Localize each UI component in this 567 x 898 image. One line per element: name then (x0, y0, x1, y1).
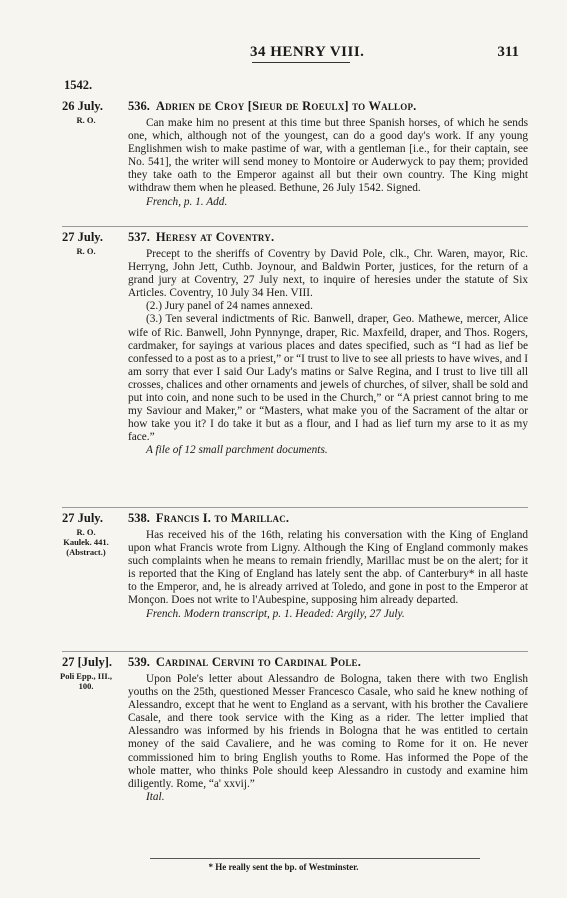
entry-paragraph: Precept to the sheriffs of Coventry by David Pole, clk., Chr. Waren, mayor, Ric. Herryng, John Jett, Cuthb. Joynour, and Baldwin Porter, justices, for the return of a grand jury at Coventry, 27 July next, to inquire of heresies under the statute of Six Articles. Coventry, 10 July 34 Hen. VIII. (128, 248, 528, 300)
entry-separator (62, 507, 528, 508)
entry-body (128, 117, 528, 209)
entry-note: Ital. (146, 790, 165, 803)
running-head-title: 34 HENRY VIII. (250, 44, 365, 60)
entry-paragraph: Can make him no present at this time but three Spanish horses, of which he sends one, which, although not of the youngest, can do a good day's work. If any young Englishmen wish to make pastime of war, with a gentleman [i.e., for their captain, see No. 541], the writer will send money to Montoire or Auderwyck to pay them; provided they take oath to the Emperor against all but their own country. The King might withdraw them when he pleased. Bethune, 26 July 1542. Signed. (128, 117, 528, 195)
entry-title: Cardinal Cervini to Cardinal Pole. (155, 655, 362, 669)
entry-body (128, 673, 528, 804)
entry-number: 537. (128, 230, 150, 244)
entry-title: Heresy at Coventry. (155, 230, 275, 244)
entry-separator (62, 651, 528, 652)
entry-date: 27 [July]. (62, 655, 112, 669)
entry-date: 27 July. (62, 230, 103, 244)
entry-separator (62, 226, 528, 227)
entry-note: A file of 12 small parchment documents. (146, 444, 328, 457)
entry-paragraph: Has received his of the 16th, relating his conversation with the King of England upon what Francis wrote from Ligny. Although the King of England commonly makes such complaints when he means to remain friendly, Marillac must be on the alert; for it is reported that the King of England has lately sent the abp. of Canterbury* in all haste to the Emperor, and, he is already arrived at Toledo, and gone in post to the Emperor at Monçon. Does not write to l'Aubespine, supposing him already departed. (128, 529, 528, 607)
footnote-rule (150, 858, 480, 859)
entry-paragraph: Upon Pole's letter about Alessandro de Bologna, taken there with two English youths on the 25th, questioned Messer Francesco Casale, who said he knew nothing of Alessandro, except that he went to England as a servant, with his brother the Cavaliere Casale, and there took service with the King as a rider. The letter implied that Alessandro was informed by his friends in Bologna that he was entitled to certain money of the said Cavaliere, and he was coming to Rome for it on. He never commissioned him to bring English youths to Rome. Has informed the Pope of the whole matter, who thinks Pole should keep Alessandro in custody and examine him diligently. Rome, “a' xxvij.” (128, 673, 528, 790)
entry-body (128, 248, 528, 458)
entry-note: French. Modern transcript, p. 1. Headed: Argily, 27 July. (146, 607, 405, 620)
entry-source: Poli Epp., III., 100. (60, 671, 112, 691)
entry-date: 26 July. (62, 99, 103, 113)
running-head (0, 44, 567, 64)
entry-number: 536. (128, 99, 150, 113)
page-number: 311 (497, 44, 519, 60)
entry-body (128, 529, 528, 621)
entry-date: 27 July. (62, 511, 103, 525)
entry-title: Adrien de Croy [Sieur de Roeulx] to Wallop. (155, 99, 417, 113)
entry-source: R. O. (76, 246, 96, 256)
running-head-rule (252, 62, 350, 63)
entry-paragraph: (2.) Jury panel of 24 names annexed. (146, 300, 313, 313)
entry-source: R. O. (76, 115, 96, 125)
year-heading: 1542. (64, 78, 93, 92)
entry-note: French, p. 1. Add. (146, 195, 228, 208)
entry-heading (128, 511, 289, 526)
entry-source: R. O. Kaulek. 441. (Abstract.) (63, 527, 109, 557)
entry-heading (128, 230, 274, 245)
entry-number: 539. (128, 655, 150, 669)
footnote: * He really sent the bp. of Westminster. (208, 862, 359, 872)
entry-heading (128, 99, 416, 114)
entry-heading (128, 655, 361, 670)
entry-number: 538. (128, 511, 150, 525)
entry-paragraph: (3.) Ten several indictments of Ric. Banwell, draper, Geo. Mathewe, mercer, Alice wife of Ric. Banwell, John Pynnynge, draper, Ric. Maxfeild, draper, and Thos. Rogers, cardmaker, for sayings at various places and dates specified, such as “I had as lief be confessed to a post as to a priest,” or “I trust to live to see all priests to have wives, and I am sorry that ever I said Our Lady's matins or Salve Regina, and I trust to live till all crosses, chalices and other ornaments and jewels of churches, of silver, shall be sold and put into coin, and none such to be used in the Church,” or “A priest cannot bring to me my Saviour and Maker,” or “Masters, what make you of the Sacrament of the altar or how take you it? I do take it but as a flour, and I had as lief turn my arse to it as my face.” (128, 313, 528, 444)
entry-title: Francis I. to Marillac. (155, 511, 290, 525)
